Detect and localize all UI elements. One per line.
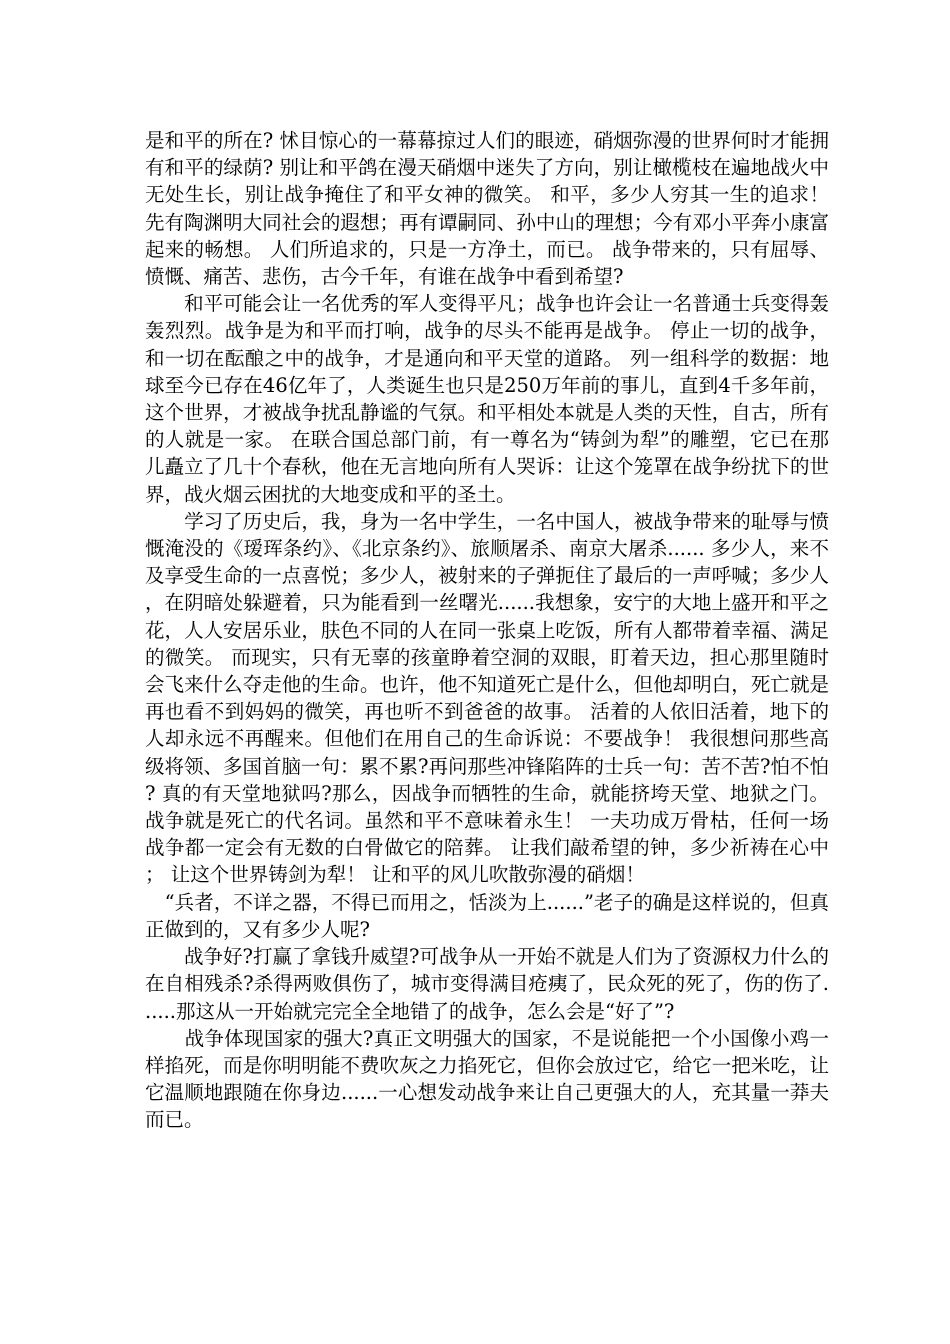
document-body bbox=[145, 127, 836, 1134]
paragraph-5: 战争好?打赢了拿钱升威望?可战争从一开始不就是人们为了资源权力什么的在自相残杀?杀得两败俱伤了，城市变得满目疮痍了，民众死的死了，伤的伤了......那这从一开始就完完全全地错了的战争，怎么会是“好了”? bbox=[145, 945, 829, 1023]
paragraph-4: “兵者，不详之器，不得已而用之，恬淡为上......”老子的确是这样说的，但真正做到的，又有多少人呢? bbox=[145, 890, 829, 941]
paragraph-6: 战争体现国家的强大?真正文明强大的国家，不是说能把一个小国像小鸡一样掐死，而是你明明能不费吹灰之力掐死它，但你会放过它，给它一把米吃，让它温顺地跟随在你身边......一心想发动战争来让自己更强大的人，充其量一莽夫而已。 bbox=[145, 1026, 829, 1132]
paragraph-2: 和平可能会让一名优秀的军人变得平凡；战争也许会让一名普通士兵变得轰轰烈烈。战争是为和平而打响，战争的尽头不能再是战争。 停止一切的战争，和一切在酝酿之中的战争，才是通向和平天堂的道路。 列一组科学的数据：地球至今已存在46亿年了，人类诞生也只是250万年前的事儿，直到4千多年前，这个世界，才被战争扰乱静谧的气氛。和平相处本就是人类的天性，自古，所有的人就是一家。 在联合国总部门前，有一尊名为“铸剑为犁”的雕塑，它已在那儿矗立了几十个春秋，他在无言地向所有人哭诉：让这个笼罩在战争纷扰下的世界，战火烟云困扰的大地变成和平的圣土。 bbox=[145, 292, 829, 506]
paragraph-3: 学习了历史后，我，身为一名中学生，一名中国人，被战争带来的耻辱与愤慨淹没的《瑷珲条约》、《北京条约》、旅顺屠杀、南京大屠杀...... 多少人，来不及享受生命的一点喜悦；多少人，被射来的子弹扼住了最后的一声呼喊；多少人，在阴暗处躲避着，只为能看到一丝曙光......我想象，安宁的大地上盛开和平之花，人人安居乐业，肤色不同的人在同一张桌上吃饭，所有人都带着幸福、满足的微笑。 而现实，只有无辜的孩童睁着空洞的双眼，盯着天边，担心那里随时会飞来什么夺走他的生命。也许，他不知道死亡是什么，但他却明白，死亡就是再也看不到妈妈的微笑，再也听不到爸爸的故事。 活着的人依旧活着，地下的人却永远不再醒来。但他们在用自己的生命诉说：不要战争！ 我很想问那些高级将领、多国首脑一句：累不累?再问那些冲锋陷阵的士兵一句：苦不苦?怕不怕? 真的有天堂地狱吗?那么，因战争而牺牲的生命，就能挤垮天堂、地狱之门。 战争就是死亡的代名词。虽然和平不意味着永生！ 一夫功成万骨枯，任何一场战争都一定会有无数的白骨做它的陪葬。 让我们敲希望的钟，多少祈祷在心中； 让这个世界铸剑为犁！ 让和平的风儿吹散弥漫的硝烟！ bbox=[145, 509, 836, 887]
paragraph-1: 是和平的所在? 怵目惊心的一幕幕掠过人们的眼迹，硝烟弥漫的世界何时才能拥有和平的绿荫? 别让和平鸽在漫天硝烟中迷失了方向，别让橄榄枝在遍地战火中无处生长，别让战争掩住了和平女神的微笑。 和平，多少人穷其一生的追求！ 先有陶渊明大同社会的遐想；再有谭嗣同、孙中山的理想；今有邓小平奔小康富起来的畅想。 人们所追求的，只是一方净土，而已。 战争带来的，只有屈辱、愤慨、痛苦、悲伤，古今千年，有谁在战争中看到希望? bbox=[145, 129, 836, 289]
